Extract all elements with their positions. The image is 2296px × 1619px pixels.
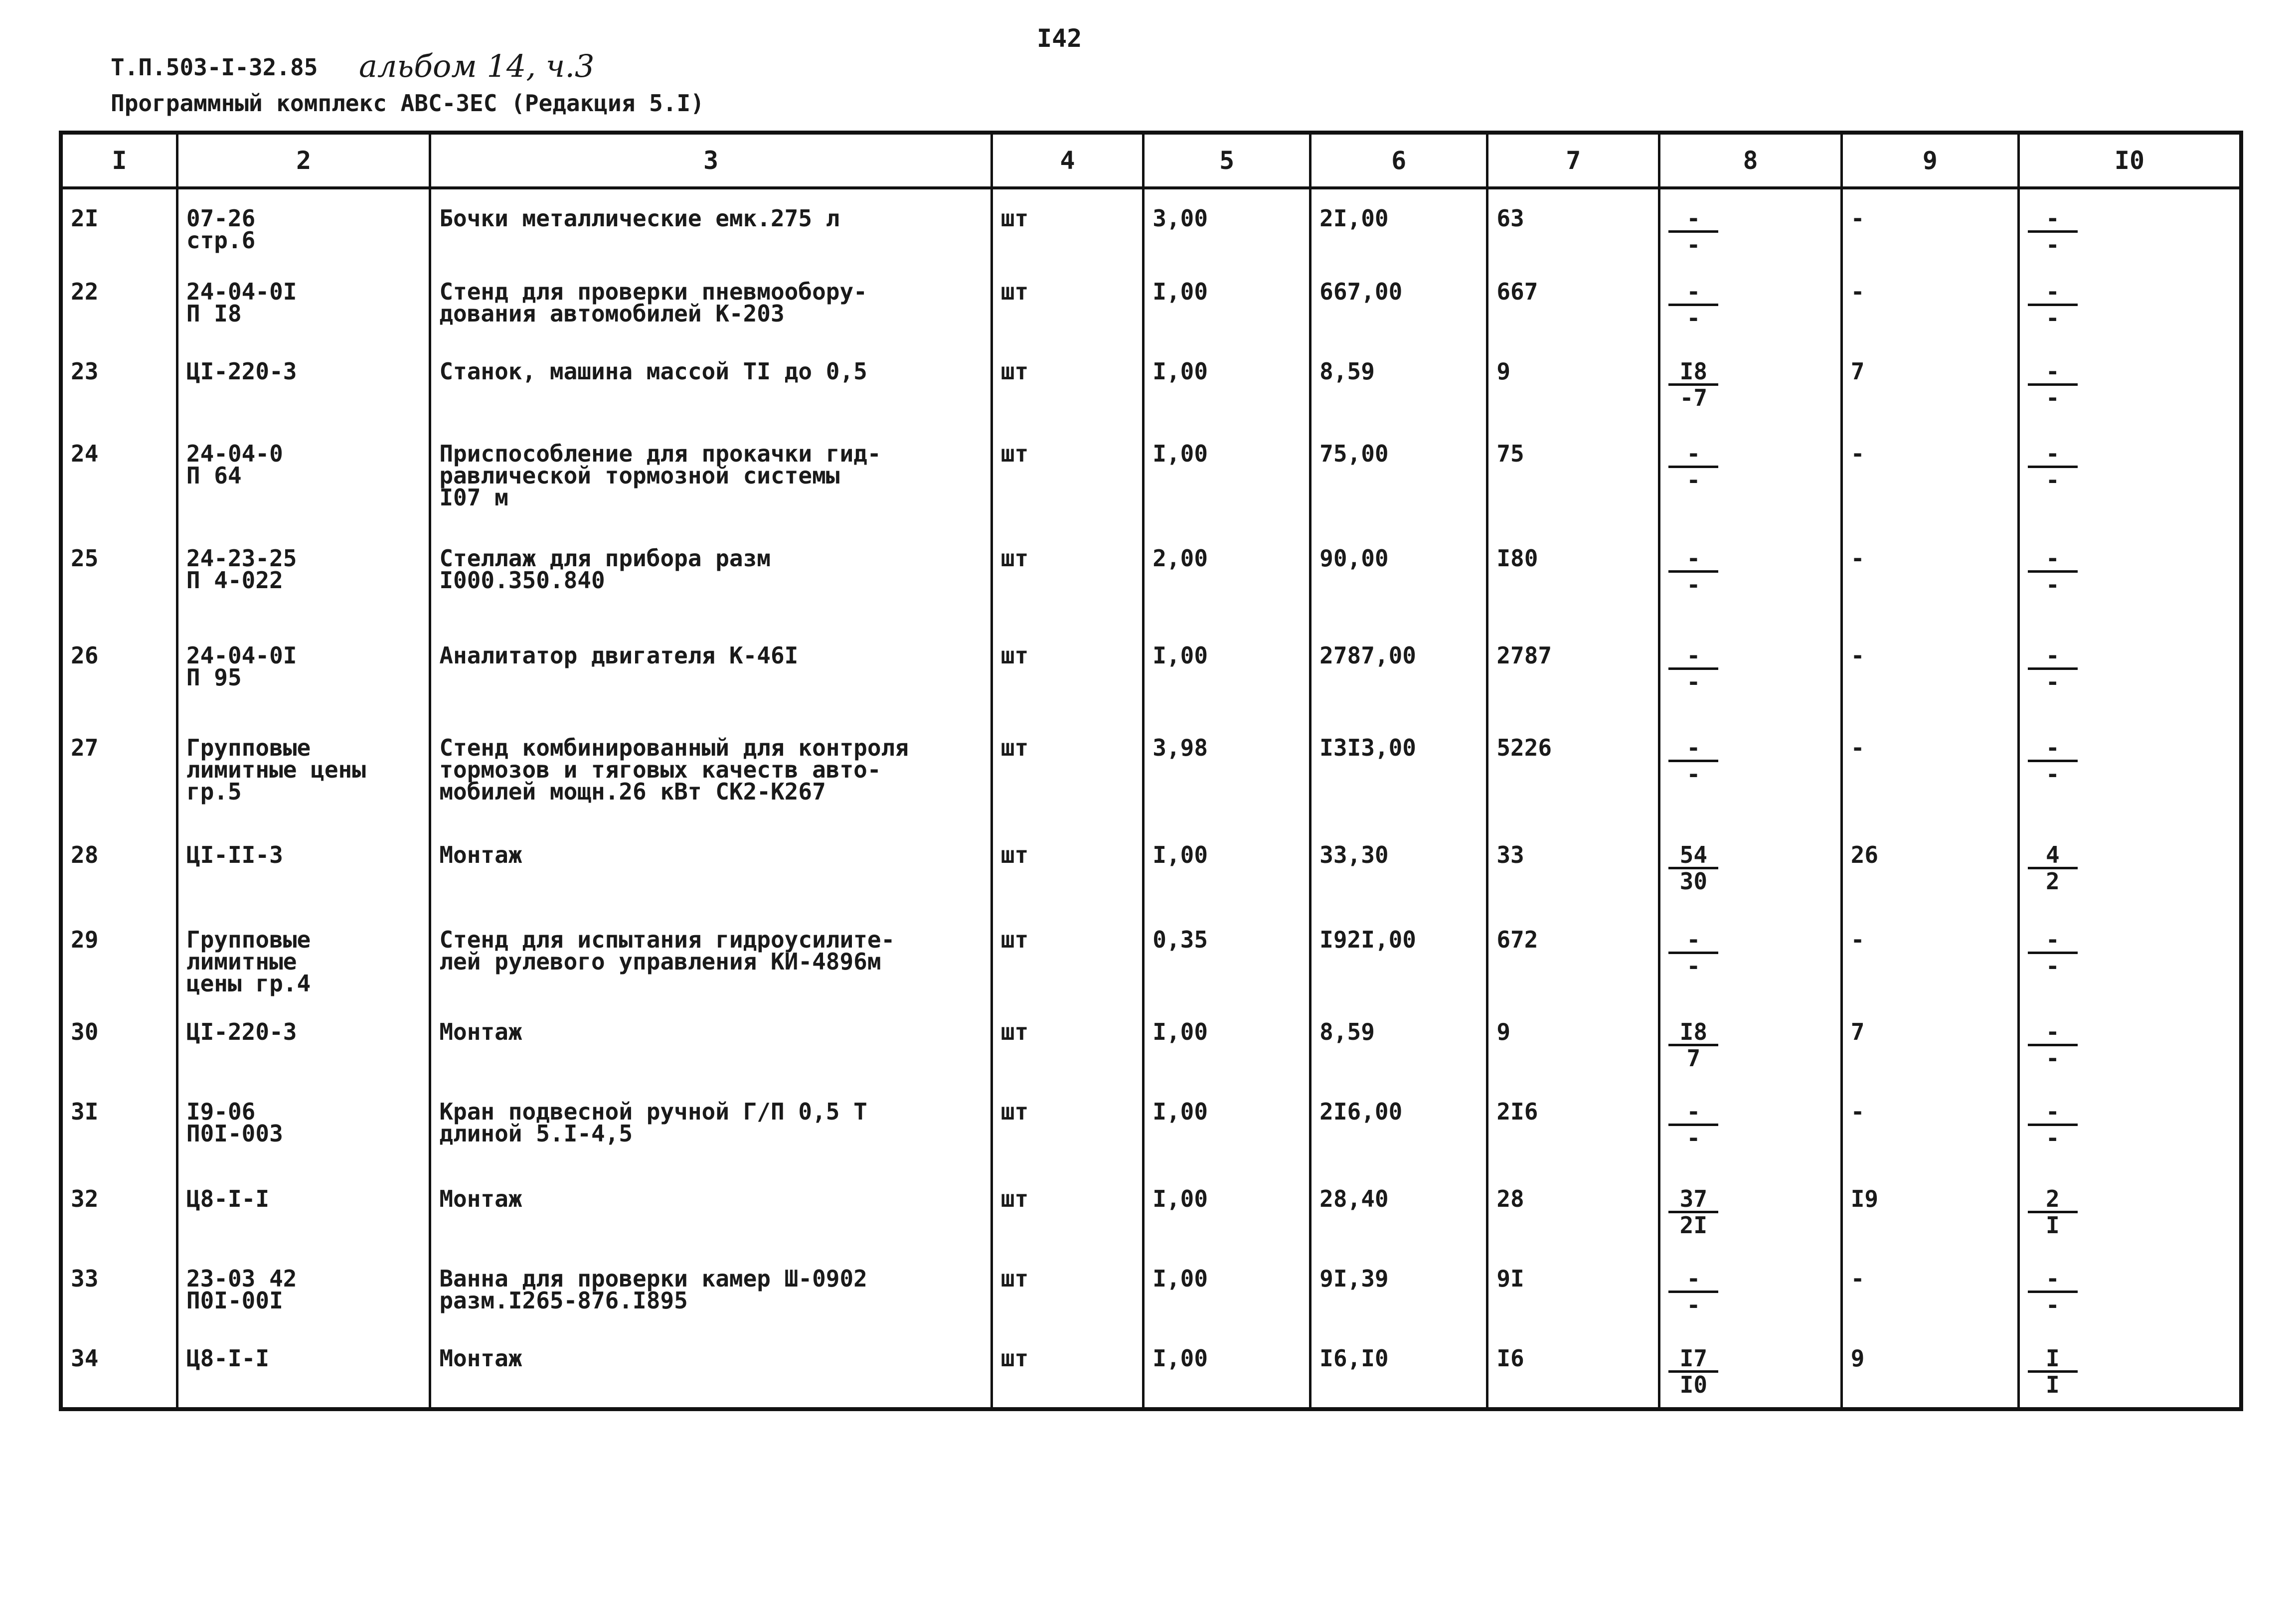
cell-norm-code: ЦI-220-3 — [177, 342, 430, 425]
cell-column-8 — [1659, 1250, 1841, 1329]
cell-column-9: - — [1841, 911, 2018, 1003]
cell-item-name: Станок, машина массой ТI до 0,5 — [430, 342, 991, 425]
column-10-numerator: - — [2046, 278, 2060, 305]
header-row — [61, 133, 2241, 188]
column-8-numerator: - — [1686, 205, 1701, 232]
cell-unit: шт — [991, 1003, 1143, 1083]
column-10-numerator: - — [2046, 358, 2060, 385]
column-8-numerator: I7 — [1679, 1345, 1708, 1372]
cell-column-8 — [1659, 263, 1841, 342]
column-10-fraction — [2028, 642, 2078, 695]
cell-unit-price: 2I6,00 — [1311, 1083, 1487, 1170]
cell-item-name: Кран подвесной ручной Г/П 0,5 Т длиной 5.I-4,5 — [430, 1083, 991, 1170]
cell-unit-price: 667,00 — [1311, 263, 1487, 342]
cell-quantity: 3,00 — [1144, 188, 1311, 263]
cell-column-10 — [2018, 425, 2241, 529]
column-10-denominator: - — [2046, 668, 2060, 695]
cell-unit: шт — [991, 719, 1143, 826]
column-10-denominator: 2 — [2046, 868, 2060, 895]
cell-unit-price: 33,30 — [1311, 826, 1487, 911]
cell-unit: шт — [991, 529, 1143, 627]
cell-unit-price: I3I3,00 — [1311, 719, 1487, 826]
cell-total: 9 — [1487, 1003, 1659, 1083]
cell-norm-code: 24-04-0I П I8 — [177, 263, 430, 342]
cell-unit-price: I6,I0 — [1311, 1329, 1487, 1409]
column-10-numerator: - — [2046, 1098, 2060, 1125]
cell-norm-code: ЦI-220-3 — [177, 1003, 430, 1083]
cell-column-10 — [2018, 719, 2241, 826]
cell-norm-code: I9-06 П0I-003 — [177, 1083, 430, 1170]
table-body — [61, 188, 2241, 1409]
cell-item-name: Стенд комбинированный для контроля тормозов и тяговых качеств авто- мобилей мощн.26 кВт СК2-К267 — [430, 719, 991, 826]
cell-unit: шт — [991, 911, 1143, 1003]
cell-unit-price: 2787,00 — [1311, 627, 1487, 719]
cell-item-name: Аналитатор двигателя К-46I — [430, 627, 991, 719]
cell-unit: шт — [991, 1083, 1143, 1170]
column-10-denominator: - — [2046, 1125, 2060, 1151]
cell-quantity: I,00 — [1144, 1329, 1311, 1409]
column-8-fraction — [1668, 1347, 1718, 1396]
column-8-numerator: - — [1686, 1098, 1701, 1125]
table-row — [61, 719, 2241, 826]
column-10-denominator: - — [2046, 467, 2060, 493]
cell-row-number: 27 — [61, 719, 177, 826]
column-10-denominator: I — [2046, 1371, 2060, 1398]
cell-column-9: 9 — [1841, 1329, 2018, 1409]
cell-unit: шт — [991, 188, 1143, 263]
cell-norm-code: ЦI-II-3 — [177, 826, 430, 911]
column-8-denominator: - — [1686, 571, 1701, 598]
cell-unit-price: 2I,00 — [1311, 188, 1487, 263]
table-row — [61, 627, 2241, 719]
cell-column-9: - — [1841, 263, 2018, 342]
cell-row-number: 34 — [61, 1329, 177, 1409]
column-8-fraction — [1668, 926, 1718, 979]
album-handwritten-note: альбом 14, ч.3 — [359, 48, 595, 84]
table-row — [61, 425, 2241, 529]
column-8-denominator: -7 — [1679, 384, 1708, 411]
column-8-numerator: - — [1686, 440, 1701, 467]
column-10-denominator: - — [2046, 761, 2060, 788]
cell-row-number: 23 — [61, 342, 177, 425]
column-8-numerator: - — [1686, 642, 1701, 669]
cell-column-10 — [2018, 1329, 2241, 1409]
column-10-denominator: I — [2046, 1212, 2060, 1239]
column-header-7: 7 — [1487, 133, 1659, 188]
column-header-10: I0 — [2018, 133, 2241, 188]
cell-item-name: Монтаж — [430, 826, 991, 911]
table-row — [61, 826, 2241, 911]
cell-unit: шт — [991, 342, 1143, 425]
column-8-denominator: - — [1686, 1292, 1701, 1318]
column-8-numerator: - — [1686, 926, 1701, 953]
cell-column-9: 26 — [1841, 826, 2018, 911]
cell-row-number: 25 — [61, 529, 177, 627]
column-header-6: 6 — [1311, 133, 1487, 188]
cell-total: I80 — [1487, 529, 1659, 627]
cell-norm-code: Групповые лимитные цены гр.4 — [177, 911, 430, 1003]
cell-column-10 — [2018, 342, 2241, 425]
column-8-fraction — [1668, 278, 1718, 331]
column-header-1: I — [61, 133, 177, 188]
cell-item-name: Монтаж — [430, 1003, 991, 1083]
cell-column-8 — [1659, 1003, 1841, 1083]
column-8-denominator: 2I — [1679, 1212, 1708, 1239]
column-8-numerator: - — [1686, 278, 1701, 305]
cell-unit: шт — [991, 1170, 1143, 1250]
cell-column-9: 7 — [1841, 1003, 2018, 1083]
cell-unit: шт — [991, 1329, 1143, 1409]
column-header-4: 4 — [991, 133, 1143, 188]
column-10-numerator: - — [2046, 205, 2060, 232]
table-row — [61, 1170, 2241, 1250]
column-10-fraction — [2028, 1265, 2078, 1318]
column-8-fraction — [1668, 1185, 1718, 1239]
cell-column-9: - — [1841, 1083, 2018, 1170]
column-8-numerator: - — [1686, 1265, 1701, 1292]
cell-quantity: 3,98 — [1144, 719, 1311, 826]
column-8-fraction — [1668, 1018, 1718, 1072]
cell-total: 2787 — [1487, 627, 1659, 719]
cell-column-8 — [1659, 627, 1841, 719]
cell-total: 75 — [1487, 425, 1659, 529]
column-8-denominator: - — [1686, 953, 1701, 979]
cell-row-number: 30 — [61, 1003, 177, 1083]
cell-row-number: 2I — [61, 188, 177, 263]
column-8-fraction — [1668, 1265, 1718, 1318]
column-10-numerator: - — [2046, 440, 2060, 467]
cell-column-8 — [1659, 911, 1841, 1003]
column-8-fraction — [1668, 207, 1718, 256]
cell-column-10 — [2018, 529, 2241, 627]
column-8-denominator: I0 — [1679, 1371, 1708, 1398]
cell-unit: шт — [991, 627, 1143, 719]
cell-item-name: Монтаж — [430, 1170, 991, 1250]
column-8-denominator: - — [1686, 467, 1701, 493]
cell-item-name: Приспособление для прокачки гид- равлической тормозной системы I07 м — [430, 425, 991, 529]
column-header-5: 5 — [1144, 133, 1311, 188]
document-code: Т.П.503-I-32.85 — [111, 54, 318, 81]
column-10-denominator: - — [2046, 384, 2060, 411]
cell-norm-code: Ц8-I-I — [177, 1329, 430, 1409]
cell-column-8 — [1659, 529, 1841, 627]
cell-row-number: 28 — [61, 826, 177, 911]
column-header-3: 3 — [430, 133, 991, 188]
column-header-9: 9 — [1841, 133, 2018, 188]
cell-column-8 — [1659, 1170, 1841, 1250]
cell-norm-code: 24-23-25 П 4-022 — [177, 529, 430, 627]
table-row — [61, 1329, 2241, 1409]
page-number: I42 — [1037, 24, 1082, 53]
cell-unit-price: 75,00 — [1311, 425, 1487, 529]
column-10-fraction — [2028, 360, 2078, 409]
cell-total: 667 — [1487, 263, 1659, 342]
cell-row-number: 3I — [61, 1083, 177, 1170]
column-10-numerator: - — [2046, 1018, 2060, 1045]
cell-column-10 — [2018, 1170, 2241, 1250]
column-10-denominator: - — [2046, 571, 2060, 598]
table-row — [61, 342, 2241, 425]
column-8-denominator: 30 — [1679, 868, 1708, 895]
cell-norm-code: 24-04-0I П 95 — [177, 627, 430, 719]
cell-column-10 — [2018, 1250, 2241, 1329]
table-row — [61, 1250, 2241, 1329]
cell-column-9: I9 — [1841, 1170, 2018, 1250]
column-8-numerator: - — [1686, 545, 1701, 572]
cell-row-number: 24 — [61, 425, 177, 529]
cell-item-name: Ванна для проверки камер Ш-0902 разм.I265-876.I895 — [430, 1250, 991, 1329]
cell-total: 63 — [1487, 188, 1659, 263]
cell-norm-code: Групповые лимитные цены гр.5 — [177, 719, 430, 826]
cell-item-name: Стенд для испытания гидроусилите- лей рулевого управления КИ-4896м — [430, 911, 991, 1003]
column-10-fraction — [2028, 1018, 2078, 1072]
table-row — [61, 263, 2241, 342]
cell-unit-price: 8,59 — [1311, 342, 1487, 425]
column-10-denominator: - — [2046, 953, 2060, 979]
cell-total: 33 — [1487, 826, 1659, 911]
specification-table — [59, 131, 2243, 1411]
cell-norm-code: 24-04-0 П 64 — [177, 425, 430, 529]
column-8-numerator: I8 — [1679, 358, 1708, 385]
cell-total: 9 — [1487, 342, 1659, 425]
cell-column-9: - — [1841, 627, 2018, 719]
cell-quantity: I,00 — [1144, 342, 1311, 425]
cell-column-9: - — [1841, 425, 2018, 529]
cell-unit: шт — [991, 826, 1143, 911]
table-row — [61, 188, 2241, 263]
column-header-2: 2 — [177, 133, 430, 188]
cell-quantity: I,00 — [1144, 1083, 1311, 1170]
column-10-numerator: 2 — [2046, 1185, 2060, 1212]
cell-total: I6 — [1487, 1329, 1659, 1409]
column-8-denominator: - — [1686, 1125, 1701, 1151]
cell-total: 5226 — [1487, 719, 1659, 826]
cell-column-10 — [2018, 1083, 2241, 1170]
cell-column-10 — [2018, 188, 2241, 263]
cell-row-number: 29 — [61, 911, 177, 1003]
column-10-denominator: - — [2046, 231, 2060, 258]
cell-unit: шт — [991, 263, 1143, 342]
cell-column-8 — [1659, 425, 1841, 529]
table-row — [61, 529, 2241, 627]
table-row — [61, 1003, 2241, 1083]
cell-total: 9I — [1487, 1250, 1659, 1329]
cell-item-name: Бочки металлические емк.275 л — [430, 188, 991, 263]
cell-norm-code: 07-26 стр.6 — [177, 188, 430, 263]
table-row — [61, 911, 2241, 1003]
cell-quantity: I,00 — [1144, 1003, 1311, 1083]
cell-column-8 — [1659, 719, 1841, 826]
column-8-denominator: 7 — [1686, 1045, 1701, 1072]
cell-item-name: Монтаж — [430, 1329, 991, 1409]
cell-row-number: 33 — [61, 1250, 177, 1329]
cell-unit-price: 9I,39 — [1311, 1250, 1487, 1329]
cell-column-9: - — [1841, 529, 2018, 627]
cell-unit-price: 8,59 — [1311, 1003, 1487, 1083]
column-8-fraction — [1668, 841, 1718, 895]
column-10-fraction — [2028, 440, 2078, 493]
cell-column-9: - — [1841, 188, 2018, 263]
column-8-numerator: 54 — [1679, 841, 1708, 868]
column-10-fraction — [2028, 926, 2078, 979]
cell-unit-price: 28,40 — [1311, 1170, 1487, 1250]
column-8-fraction — [1668, 547, 1718, 596]
cell-column-10 — [2018, 627, 2241, 719]
cell-item-name: Стенд для проверки пневмообору- дования автомобилей К-203 — [430, 263, 991, 342]
cell-quantity: I,00 — [1144, 627, 1311, 719]
column-header-8: 8 — [1659, 133, 1841, 188]
cell-quantity: I,00 — [1144, 425, 1311, 529]
cell-total: 28 — [1487, 1170, 1659, 1250]
cell-column-8 — [1659, 826, 1841, 911]
cell-column-9: 7 — [1841, 342, 2018, 425]
column-10-numerator: - — [2046, 1265, 2060, 1292]
column-8-fraction — [1668, 360, 1718, 409]
column-10-denominator: - — [2046, 1045, 2060, 1072]
cell-column-10 — [2018, 263, 2241, 342]
cell-quantity: I,00 — [1144, 263, 1311, 342]
cell-unit-price: I92I,00 — [1311, 911, 1487, 1003]
column-8-denominator: - — [1686, 668, 1701, 695]
column-8-numerator: I8 — [1679, 1018, 1708, 1045]
column-8-numerator: 37 — [1679, 1185, 1708, 1212]
column-10-numerator: 4 — [2046, 841, 2060, 868]
column-10-fraction — [2028, 1347, 2078, 1396]
column-10-fraction — [2028, 547, 2078, 596]
column-10-denominator: - — [2046, 305, 2060, 331]
column-8-numerator: - — [1686, 734, 1701, 761]
cell-total: 2I6 — [1487, 1083, 1659, 1170]
cell-column-8 — [1659, 342, 1841, 425]
column-10-numerator: - — [2046, 642, 2060, 669]
column-10-fraction — [2028, 207, 2078, 256]
cell-column-9: - — [1841, 1250, 2018, 1329]
cell-quantity: I,00 — [1144, 1250, 1311, 1329]
cell-column-10 — [2018, 826, 2241, 911]
column-10-fraction — [2028, 734, 2078, 788]
column-8-fraction — [1668, 734, 1718, 788]
cell-row-number: 22 — [61, 263, 177, 342]
cell-norm-code: 23-03 42 П0I-00I — [177, 1250, 430, 1329]
cell-quantity: I,00 — [1144, 826, 1311, 911]
column-8-denominator: - — [1686, 761, 1701, 788]
cell-norm-code: Ц8-I-I — [177, 1170, 430, 1250]
cell-column-8 — [1659, 1083, 1841, 1170]
table-row — [61, 1083, 2241, 1170]
column-10-fraction — [2028, 841, 2078, 895]
column-10-denominator: - — [2046, 1292, 2060, 1318]
column-10-numerator: - — [2046, 545, 2060, 572]
column-10-fraction — [2028, 1098, 2078, 1151]
program-title: Программный комплекс АВС-3ЕС (Редакция 5.I) — [111, 90, 704, 117]
column-8-denominator: - — [1686, 231, 1701, 258]
column-10-numerator: - — [2046, 734, 2060, 761]
column-10-numerator: I — [2046, 1345, 2060, 1372]
column-10-fraction — [2028, 1185, 2078, 1239]
cell-item-name: Стеллаж для прибора разм I000.350.840 — [430, 529, 991, 627]
cell-quantity: 0,35 — [1144, 911, 1311, 1003]
cell-column-8 — [1659, 1329, 1841, 1409]
cell-column-9: - — [1841, 719, 2018, 826]
cell-column-8 — [1659, 188, 1841, 263]
cell-unit-price: 90,00 — [1311, 529, 1487, 627]
cell-quantity: 2,00 — [1144, 529, 1311, 627]
column-8-fraction — [1668, 642, 1718, 695]
cell-column-10 — [2018, 1003, 2241, 1083]
column-10-numerator: - — [2046, 926, 2060, 953]
cell-unit: шт — [991, 1250, 1143, 1329]
cell-row-number: 32 — [61, 1170, 177, 1250]
column-8-fraction — [1668, 1098, 1718, 1151]
column-8-fraction — [1668, 440, 1718, 493]
cell-column-10 — [2018, 911, 2241, 1003]
cell-total: 672 — [1487, 911, 1659, 1003]
cell-unit: шт — [991, 425, 1143, 529]
column-10-fraction — [2028, 278, 2078, 331]
cell-quantity: I,00 — [1144, 1170, 1311, 1250]
cell-row-number: 26 — [61, 627, 177, 719]
column-8-denominator: - — [1686, 305, 1701, 331]
